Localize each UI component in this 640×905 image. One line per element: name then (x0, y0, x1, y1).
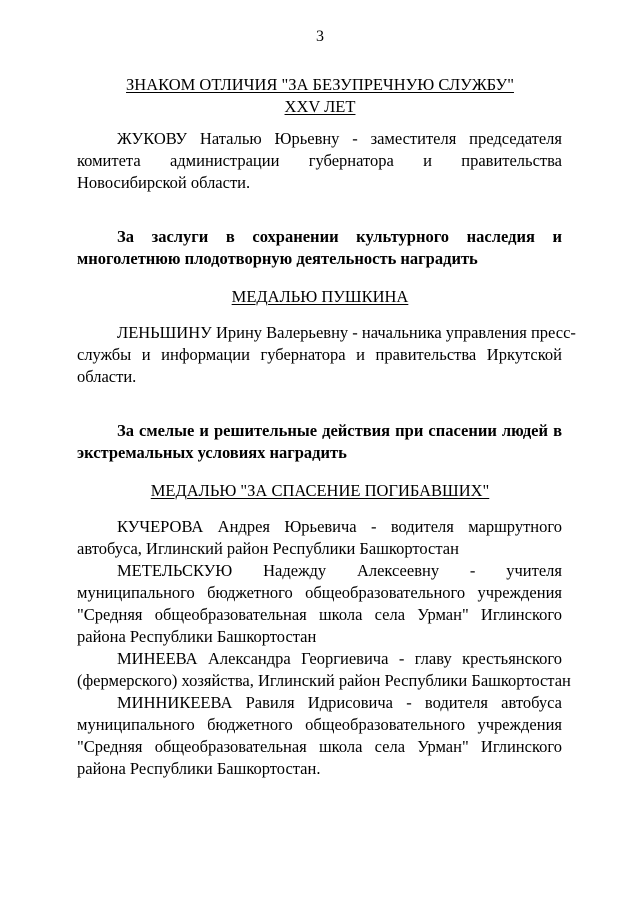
award-intro-cultural-heritage (77, 226, 562, 270)
page-number: 3 (316, 28, 324, 45)
entry-line: МЕТЕЛЬСКУЮ Надежду Алексеевну - учителя (117, 561, 562, 580)
award-intro-rescue (77, 420, 562, 464)
award-title: МЕДАЛЬЮ ПУШКИНА (231, 287, 409, 306)
award-entry-metelskaya (77, 560, 562, 648)
award-title-service-badge (0, 74, 640, 118)
entry-line: области. (77, 367, 137, 386)
entry-line: МИНЕЕВА Александра Георгиевича - главу крестьянского (117, 649, 562, 668)
intro-line: За заслуги в сохранении культурного наследия и (117, 227, 562, 246)
entry-line: "Средняя общеобразовательная школа села Урман" Иглинского (77, 605, 562, 624)
entry-line: службы и информации губернатора и правительства Иркутской (77, 345, 562, 364)
intro-line: экстремальных условиях наградить (77, 443, 347, 462)
entry-line: муниципального бюджетного общеобразовательного учреждения (77, 583, 562, 602)
award-title-line-2: XXV ЛЕТ (284, 97, 356, 116)
intro-line: За смелые и решительные действия при спасении людей в (117, 421, 562, 440)
award-entry-zhukova (77, 128, 562, 194)
award-entry-kucherov (77, 516, 562, 560)
entry-line: (фермерского) хозяйства, Иглинский район Республики Башкортостан (77, 671, 571, 690)
entry-line: Новосибирской области. (77, 173, 251, 192)
award-entry-mineev (77, 648, 571, 692)
entry-line: КУЧЕРОВА Андрея Юрьевича - водителя маршрутного (117, 517, 562, 536)
entry-line: МИННИКЕЕВА Равиля Идрисовича - водителя автобуса (117, 693, 562, 712)
award-entry-minnikeev (77, 692, 562, 780)
award-title: МЕДАЛЬЮ "ЗА СПАСЕНИЕ ПОГИБАВШИХ" (150, 481, 490, 500)
entry-line: автобуса, Иглинский район Республики Башкортостан (77, 539, 459, 558)
award-title-line-1: ЗНАКОМ ОТЛИЧИЯ "ЗА БЕЗУПРЕЧНУЮ СЛУЖБУ" (126, 75, 514, 94)
entry-line: "Средняя общеобразовательная школа села Урман" Иглинского (77, 737, 562, 756)
entry-line: района Республики Башкортостан (77, 627, 317, 646)
award-entries-rescue (77, 516, 571, 780)
entry-line: ЛЕНЬШИНУ Ирину Валерьевну - начальника управления пресс- (117, 323, 576, 342)
award-title-rescue-medal (0, 480, 640, 502)
award-title-pushkin-medal (0, 286, 640, 308)
intro-line: многолетнюю плодотворную деятельность наградить (77, 249, 478, 268)
entry-line: муниципального бюджетного общеобразовательного учреждения (77, 715, 562, 734)
entry-line: ЖУКОВУ Наталью Юрьевну - заместителя председателя (117, 129, 562, 148)
entry-line: района Республики Башкортостан. (77, 759, 321, 778)
award-entry-lenshina (77, 322, 576, 388)
entry-line: комитета администрации губернатора и правительства (77, 151, 562, 170)
